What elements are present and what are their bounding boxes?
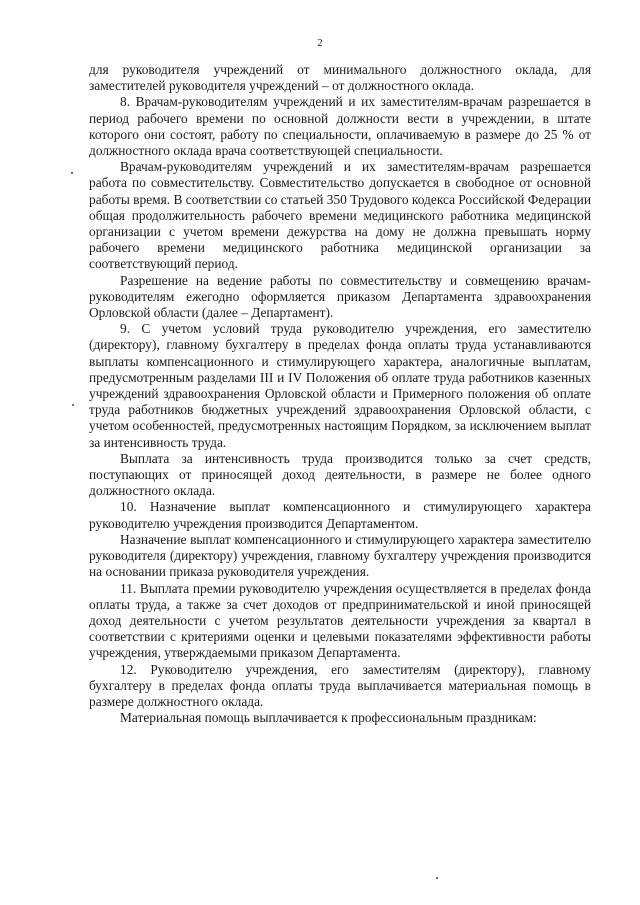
paragraph-continuation: для руководителя учреждений от минимального должностного оклада, для заместителей руководителя учреждений – от должностного оклада. bbox=[89, 62, 591, 94]
scan-speck bbox=[72, 404, 74, 406]
paragraph-part-time-permission: Разрешение на ведение работы по совместительству и совмещению врачам-руководителям ежегодно оформляется приказом Департамента здравоохранения Орловской области (далее – Департамент). bbox=[89, 272, 591, 321]
paragraph-intensity-payment: Выплата за интенсивность труда производится только за счет средств, поступающих от приносящей доход деятельности, в размере не более одного должностного оклада. bbox=[89, 450, 591, 499]
paragraph-item-9: 9. С учетом условий труда руководителю учреждения, его заместителю (директору), главному бухгалтеру в пределах фонда оплаты труда устанавливаются выплаты компенсационного и стимулирующего характера, аналогичные выплатам, предусмотренным разделами III и IV Положения об оплате труда работников казенных учреждений здравоохранения Орловской области и Примерного положения об оплате труда работников бюджетных учреждений здравоохранения Орловской области, с учетом особенностей, предусмотренных настоящим Порядком, за исключением выплат за интенсивность труда. bbox=[89, 321, 591, 450]
page-number: 2 bbox=[317, 37, 323, 49]
paragraph-item-10: 10. Назначение выплат компенсационного и стимулирующего характера руководителю учреждения производится Департаментом. bbox=[89, 499, 591, 531]
paragraph-item-12: 12. Руководителю учреждения, его заместителям (директору), главному бухгалтеру в пределах фонда оплаты труда выплачивается материальная помощь в размере должностного оклада. bbox=[89, 661, 591, 709]
scan-speck bbox=[436, 877, 438, 879]
paragraph-part-time-work: Врачам-руководителям учреждений и их заместителям-врачам разрешается работа по совместительству. Совместительство допускается в свободное от основной работы время. В соответствии со статьей 350 Трудового кодекса Российской Федерации общая продолжительность рабочего времени медицинского работника медицинской организации с учетом времени дежурства на дому не должна превышать норму рабочего времени медицинского работника медицинской организации за соответствующий период. bbox=[89, 159, 591, 272]
paragraph-item-8: 8. Врачам-руководителям учреждений и их заместителям-врачам разрешается в период рабочего времени по основной должности вести в учреждении, в штате которого они состоят, работу по специальности, оплачиваемую в размере до 25 % от должностного оклада врача соответствующей специальности. bbox=[89, 94, 591, 159]
scan-speck bbox=[71, 172, 73, 174]
paragraph-deputy-payments: Назначение выплат компенсационного и стимулирующего характера заместителю руководителя (директору) учреждения, главному бухгалтеру учреждения производится на основании приказа руководителя учреждения. bbox=[89, 531, 591, 580]
paragraph-item-11: 11. Выплата премии руководителю учреждения осуществляется в пределах фонда оплаты труда, а также за счет доходов от предпринимательской и иной приносящей доход деятельности с учетом результатов деятельности учреждения за квартал в соответствии с критериями оценки и целевыми показателями эффективности работы учреждения, утверждаемыми приказом Департамента. bbox=[89, 580, 591, 661]
paragraph-holidays: Материальная помощь выплачивается к профессиональным праздникам: bbox=[120, 710, 537, 726]
body-text bbox=[89, 62, 591, 726]
